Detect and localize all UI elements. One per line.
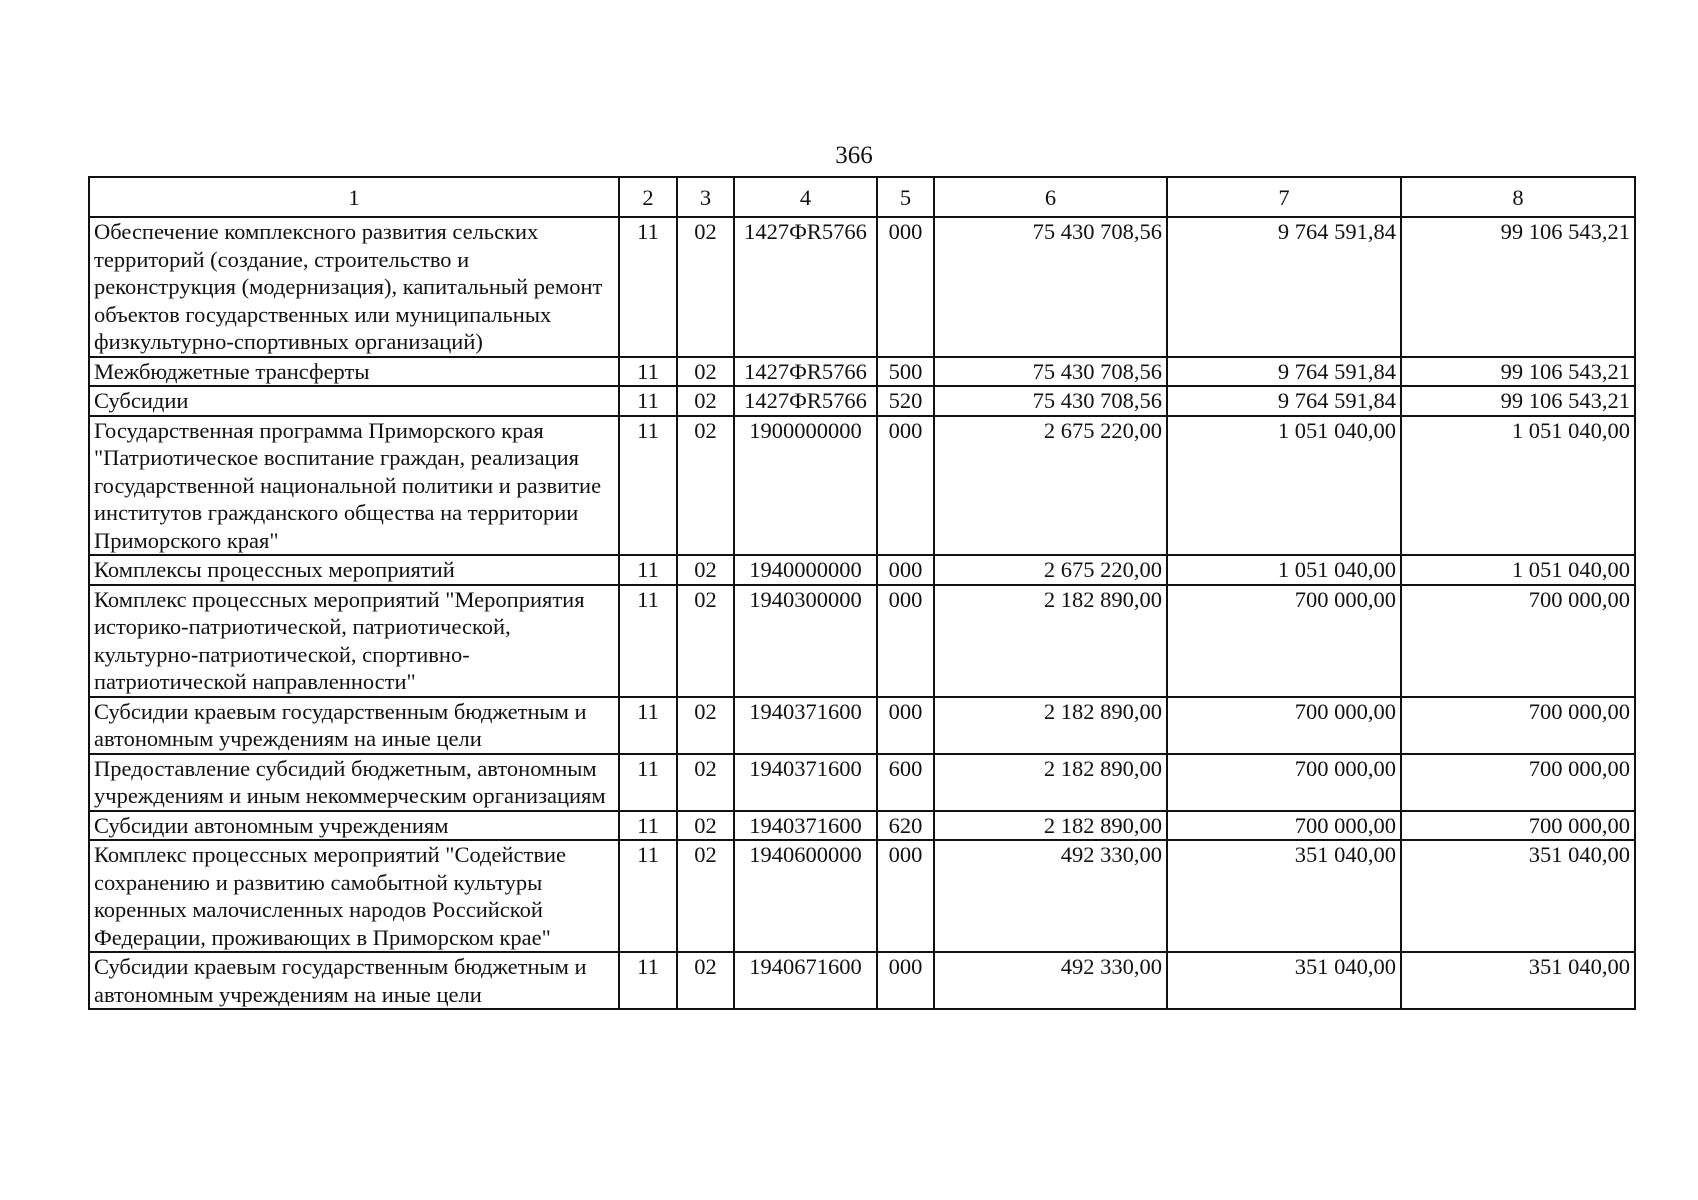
amount-col6-cell: 2 675 220,00 — [934, 555, 1167, 585]
amount-col6-cell: 2 675 220,00 — [934, 416, 1167, 556]
row-name-cell: Субсидии краевым государственным бюджетным и автономным учреждениям на иные цели — [89, 952, 619, 1009]
amount-col8-cell: 99 106 543,21 — [1401, 217, 1635, 357]
table-header-row — [89, 177, 1635, 217]
row-name-cell: Комплекс процессных мероприятий "Содействие сохранению и развитию самобытной культуры коренных малочисленных народов Российской Федерации, проживающих в Приморском крае" — [89, 840, 619, 952]
subsection-cell: 02 — [677, 217, 734, 357]
column-header: 4 — [734, 177, 877, 217]
expense-type-cell: 000 — [877, 416, 934, 556]
subsection-cell: 02 — [677, 697, 734, 754]
column-header: 5 — [877, 177, 934, 217]
section-cell: 11 — [619, 585, 677, 697]
subsection-cell: 02 — [677, 811, 734, 841]
target-article-cell: 1940371600 — [734, 811, 877, 841]
target-article-cell: 1900000000 — [734, 416, 877, 556]
table-row — [89, 217, 1635, 357]
row-name-cell: Субсидии автономным учреждениям — [89, 811, 619, 841]
section-cell: 11 — [619, 811, 677, 841]
table-row — [89, 952, 1635, 1009]
amount-col8-cell: 99 106 543,21 — [1401, 386, 1635, 416]
amount-col6-cell: 75 430 708,56 — [934, 357, 1167, 387]
amount-col7-cell: 351 040,00 — [1167, 840, 1401, 952]
column-header: 1 — [89, 177, 619, 217]
target-article-cell: 1940371600 — [734, 697, 877, 754]
table-row — [89, 697, 1635, 754]
section-cell: 11 — [619, 416, 677, 556]
expense-type-cell: 000 — [877, 840, 934, 952]
table-row — [89, 811, 1635, 841]
amount-col6-cell: 492 330,00 — [934, 952, 1167, 1009]
column-header: 2 — [619, 177, 677, 217]
row-name-cell: Государственная программа Приморского края "Патриотическое воспитание граждан, реализация государственной национальной политики и развитие институтов гражданского общества на территории Приморского края" — [89, 416, 619, 556]
section-cell: 11 — [619, 357, 677, 387]
subsection-cell: 02 — [677, 416, 734, 556]
budget-table — [88, 176, 1636, 1010]
target-article-cell: 1940300000 — [734, 585, 877, 697]
subsection-cell: 02 — [677, 386, 734, 416]
row-name-cell: Комплекс процессных мероприятий "Мероприятия историко-патриотической, патриотической, культурно-патриотической, спортивно-патриотической направленности" — [89, 585, 619, 697]
amount-col7-cell: 9 764 591,84 — [1167, 357, 1401, 387]
section-cell: 11 — [619, 217, 677, 357]
amount-col7-cell: 9 764 591,84 — [1167, 217, 1401, 357]
subsection-cell: 02 — [677, 952, 734, 1009]
amount-col8-cell: 700 000,00 — [1401, 585, 1635, 697]
amount-col8-cell: 700 000,00 — [1401, 811, 1635, 841]
amount-col8-cell: 351 040,00 — [1401, 952, 1635, 1009]
row-name-cell: Субсидии краевым государственным бюджетным и автономным учреждениям на иные цели — [89, 697, 619, 754]
amount-col6-cell: 2 182 890,00 — [934, 585, 1167, 697]
section-cell: 11 — [619, 697, 677, 754]
table-row — [89, 416, 1635, 556]
row-name-cell: Обеспечение комплексного развития сельских территорий (создание, строительство и реконструкция (модернизация), капитальный ремонт объектов государственных или муниципальных физкультурно-спортивных организаций) — [89, 217, 619, 357]
table-row — [89, 555, 1635, 585]
amount-col7-cell: 700 000,00 — [1167, 585, 1401, 697]
column-header: 7 — [1167, 177, 1401, 217]
row-name-cell: Межбюджетные трансферты — [89, 357, 619, 387]
row-name-cell: Субсидии — [89, 386, 619, 416]
section-cell: 11 — [619, 840, 677, 952]
amount-col7-cell: 700 000,00 — [1167, 754, 1401, 811]
target-article-cell: 1940371600 — [734, 754, 877, 811]
amount-col6-cell: 75 430 708,56 — [934, 386, 1167, 416]
amount-col6-cell: 2 182 890,00 — [934, 754, 1167, 811]
target-article-cell: 1940671600 — [734, 952, 877, 1009]
amount-col7-cell: 1 051 040,00 — [1167, 555, 1401, 585]
amount-col7-cell: 700 000,00 — [1167, 697, 1401, 754]
amount-col8-cell: 700 000,00 — [1401, 754, 1635, 811]
target-article-cell: 1427ФR5766 — [734, 357, 877, 387]
expense-type-cell: 500 — [877, 357, 934, 387]
expense-type-cell: 520 — [877, 386, 934, 416]
row-name-cell: Предоставление субсидий бюджетным, автономным учреждениям и иным некоммерческим организациям — [89, 754, 619, 811]
expense-type-cell: 000 — [877, 952, 934, 1009]
target-article-cell: 1427ФR5766 — [734, 386, 877, 416]
amount-col7-cell: 351 040,00 — [1167, 952, 1401, 1009]
amount-col6-cell: 492 330,00 — [934, 840, 1167, 952]
expense-type-cell: 000 — [877, 217, 934, 357]
subsection-cell: 02 — [677, 585, 734, 697]
table-row — [89, 386, 1635, 416]
target-article-cell: 1940000000 — [734, 555, 877, 585]
column-header: 3 — [677, 177, 734, 217]
table-row — [89, 585, 1635, 697]
table-row — [89, 754, 1635, 811]
subsection-cell: 02 — [677, 840, 734, 952]
section-cell: 11 — [619, 952, 677, 1009]
amount-col8-cell: 99 106 543,21 — [1401, 357, 1635, 387]
amount-col8-cell: 1 051 040,00 — [1401, 555, 1635, 585]
table-body — [89, 217, 1635, 1009]
expense-type-cell: 000 — [877, 585, 934, 697]
amount-col6-cell: 2 182 890,00 — [934, 697, 1167, 754]
expense-type-cell: 000 — [877, 697, 934, 754]
target-article-cell: 1427ФR5766 — [734, 217, 877, 357]
subsection-cell: 02 — [677, 754, 734, 811]
table-row — [89, 840, 1635, 952]
subsection-cell: 02 — [677, 555, 734, 585]
expense-type-cell: 600 — [877, 754, 934, 811]
table-row — [89, 357, 1635, 387]
amount-col8-cell: 351 040,00 — [1401, 840, 1635, 952]
section-cell: 11 — [619, 386, 677, 416]
amount-col8-cell: 700 000,00 — [1401, 697, 1635, 754]
target-article-cell: 1940600000 — [734, 840, 877, 952]
amount-col8-cell: 1 051 040,00 — [1401, 416, 1635, 556]
column-header: 8 — [1401, 177, 1635, 217]
expense-type-cell: 620 — [877, 811, 934, 841]
amount-col7-cell: 700 000,00 — [1167, 811, 1401, 841]
section-cell: 11 — [619, 555, 677, 585]
subsection-cell: 02 — [677, 357, 734, 387]
amount-col6-cell: 75 430 708,56 — [934, 217, 1167, 357]
amount-col7-cell: 1 051 040,00 — [1167, 416, 1401, 556]
expense-type-cell: 000 — [877, 555, 934, 585]
row-name-cell: Комплексы процессных мероприятий — [89, 555, 619, 585]
column-header: 6 — [934, 177, 1167, 217]
amount-col7-cell: 9 764 591,84 — [1167, 386, 1401, 416]
section-cell: 11 — [619, 754, 677, 811]
amount-col6-cell: 2 182 890,00 — [934, 811, 1167, 841]
page-number: 366 — [835, 142, 873, 169]
